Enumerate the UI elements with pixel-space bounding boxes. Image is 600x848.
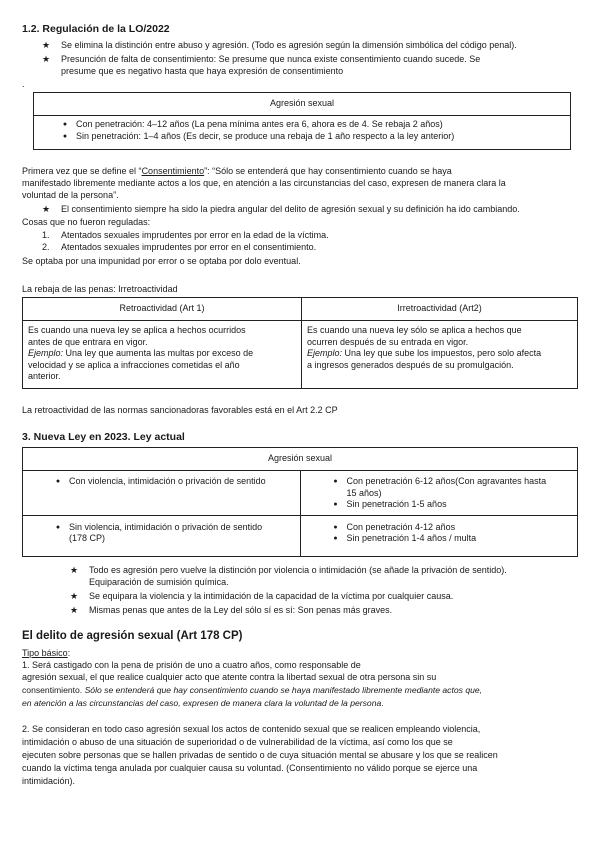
bullet-text: El consentimiento siempre ha sido la piedra angular del delito de agresión sexual y su definición ha ido cambiando. [61,204,520,214]
consentimiento-term: Consentimiento [141,166,205,176]
table-header: Agresión sexual [23,448,578,471]
paragraph-2-line: intimidación). [22,776,76,786]
no-violence-cell: ● Sin violencia, intimidación o privación de sentido (178 CP) [23,515,301,556]
irretro-cell: Es cuando una nueva ley sólo se aplica a hechos que ocurren después de su entrada en vigor. Ejemplo: Una ley que sube los impuestos, pero solo afecta a ingresos generados después de su promulgación. [302,321,578,389]
list-number: 1. [42,230,50,240]
section-heading-delito: El delito de agresión sexual (Art 178 CP) [22,630,243,642]
definition-line-2: manifestado libremente mediante actos a los que, en atención a las circunstancias del caso, expresen de manera clara la [22,178,506,188]
table-header-irretro: Irretroactividad (Art2) [302,298,578,321]
star-bullet-icon: ★ [42,40,51,50]
dot-bullet-icon: ● [333,523,338,531]
tipo-basico: Tipo básico: [22,648,71,658]
star-bullet-icon: ★ [70,591,79,601]
violence-penalties-cell: ● Con penetración 6-12 años(Con agravantes hasta 15 años) ● Sin penetración 1-5 años [300,471,578,516]
bullet-text-cont: Equiparación de sumisión química. [89,577,229,587]
no-violence-penalties-cell: ● Con penetración 4-12 años ● Sin penetración 1-4 años / multa [300,515,578,556]
star-bullet-icon: ★ [42,54,51,64]
paragraph-1-line: agresión sexual, el que realice cualquier acto que atente contra la libertad sexual de otra persona sin su [22,672,437,682]
list-item-text: Atentados sexuales imprudentes por error en la edad de la víctima. [61,230,329,240]
bullet-text-cont: presume que es negativo hasta que haya expresión de consentimiento [61,66,344,76]
paragraph-2-line: cuando la víctima tenga anulada por cualquier causa su voluntad. (Consentimiento no válido porque se ejerce una [22,763,478,773]
bullet-text: Todo es agresión pero vuelve la distinción por violencia o intimidación (se añade la privación de sentido). [89,565,507,575]
dot-bullet-icon: ● [333,535,338,542]
list-item: ● Con penetración: 4–12 años (La pena mínima antes era 6, ahora es de 4. Se rebaja 2 años) [54,119,566,131]
bullet-text: Presunción de falta de consentimiento: Se presume que nunca existe consentimiento cuando sucede. Se [61,54,481,64]
definition-line: Primera vez que se define el “Consentimiento”: “Sólo se entenderá que hay consentimiento cuando se haya [22,166,452,176]
paragraph-1-line: 1. Será castigado con la pena de prisión de uno a cuatro años, como responsable de [22,660,361,670]
retro-note: La retroactividad de las normas sancionadoras favorables está en el Art 2.2 CP [22,405,338,415]
violence-cell: ● Con violencia, intimidación o privación de sentido [23,471,301,516]
table-header-retro: Retroactividad (Art 1) [23,298,302,321]
dot-bullet-icon: ● [333,501,338,508]
paragraph-1-line: consentimiento. Sólo se entenderá que hay consentimiento cuando se haya manifestado libremente mediante actos que, [22,685,483,695]
paragraph-2-line: 2. Se consideran en todo caso agresión sexual los actos de contenido sexual que se realicen empleando violencia, [22,724,481,734]
cosas-text: Cosas que no fueron reguladas: [22,217,151,227]
dot-bullet-icon: ● [333,478,338,485]
retro-cell: Es cuando una nueva ley se aplica a hechos ocurridos antes de que entrara en vigor. Ejemplo: Una ley que aumenta las multas por exceso de velocidad y se aplica a infracciones cometidas el año anterior. [23,321,302,389]
star-bullet-icon: ★ [42,204,51,214]
list-item: ● Sin penetración: 1–4 años (Es decir, se produce una rebaja de 1 año respecto a la ley anterior) [54,131,566,143]
table-retroactividad [22,297,578,389]
dot-bullet-icon: ● [55,478,61,485]
table-header: Agresión sexual [34,93,571,116]
table-agresion-2023 [22,447,578,557]
section-heading-1-2: 1.2. Regulación de la LO/2022 [22,23,170,35]
dot-bullet-icon: ● [62,132,68,140]
definition-line-3: voluntad de la persona”. [22,190,119,200]
rebaja-text: La rebaja de las penas: Irretroactividad [22,284,178,294]
dot-bullet-icon: ● [55,523,61,531]
paragraph-2-line: intimidación o abuso de una situación de superioridad o de vulnerabilidad de la víctima, así como los que se [22,737,453,747]
stray-dot: . [22,79,25,89]
paragraph-2-line: ejecuten sobre personas que se hallen privadas de sentido o de cuya situación mental se abusare y los que se realicen [22,750,498,760]
table-agresion-2022 [33,92,571,150]
bullet-text: Se elimina la distinción entre abuso y agresión. (Todo es agresión según la dimensión simbólica del código penal). [61,40,517,50]
star-bullet-icon: ★ [70,565,79,575]
bullet-text: Mismas penas que antes de la Ley del sólo sí es sí: Son penas más graves. [89,605,393,615]
section-heading-3: 3. Nueva Ley en 2023. Ley actual [22,431,185,443]
paragraph-1-line: en atención a las circunstancias del caso, expresen de manera clara la voluntad de la persona. [22,698,384,708]
dot-bullet-icon: ● [62,121,68,128]
star-bullet-icon: ★ [70,605,79,615]
bullet-text: Se equipara la violencia y la intimidación de la capacidad de la víctima por cualquier causa. [89,591,454,601]
list-number: 2. [42,242,50,252]
optaba-text: Se optaba por una impunidad por error o se optaba por dolo eventual. [22,256,301,266]
list-item-text: Atentados sexuales imprudentes por error en el consentimiento. [61,242,317,252]
